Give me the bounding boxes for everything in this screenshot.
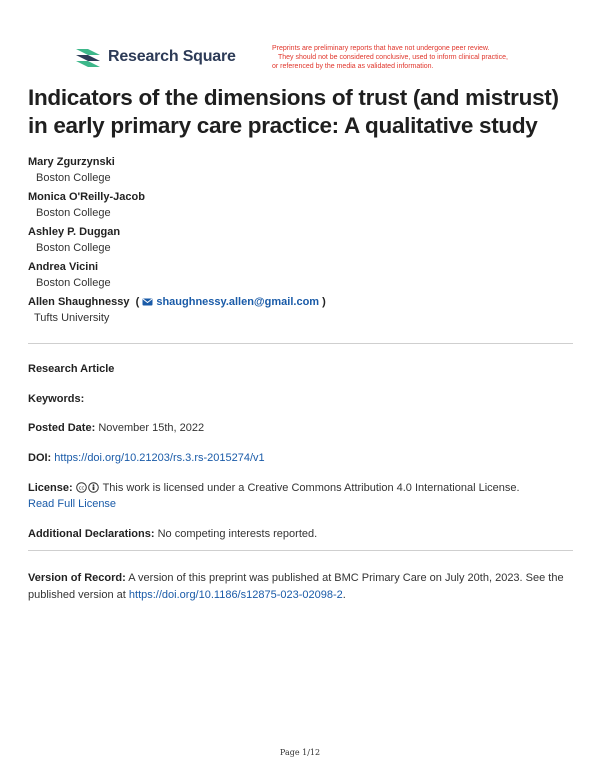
read-full-license-link[interactable]: Read Full License <box>28 498 117 510</box>
disclaimer-line: They should not be considered conclusive, used to inform clinical practice, <box>278 54 508 61</box>
vor-link[interactable]: https://doi.org/10.1186/s12875-023-02098-2 <box>128 589 343 601</box>
vor-text: A version of this preprint was published at BMC Primary Care on July 20th, 2023. See the published version at <box>28 572 564 601</box>
paren-close: ) <box>319 296 326 308</box>
version-of-record <box>28 570 573 604</box>
doi-label: DOI: <box>28 452 52 464</box>
disclaimer-line: or referenced by the media as validated information. <box>272 63 434 70</box>
research-square-logo-icon <box>74 46 102 68</box>
svg-text:cc: cc <box>78 485 84 492</box>
author-affiliation: Boston College <box>36 242 111 254</box>
cc-icon <box>76 482 87 493</box>
brand-name: Research Square <box>108 48 236 65</box>
posted-date <box>28 420 573 436</box>
doi-link[interactable]: https://doi.org/10.21203/rs.3.rs-2015274/v1 <box>54 452 265 464</box>
divider <box>28 550 573 551</box>
author-affiliation: Boston College <box>36 207 111 219</box>
title-line: Indicators of the dimensions of trust (and mistrust) <box>28 85 559 110</box>
paren-open: ( <box>132 296 143 308</box>
author-name: Mary Zgurzynski <box>28 156 115 168</box>
author-name: Allen Shaughnessy <box>28 296 130 308</box>
declarations-label: Additional Declarations: <box>28 528 155 540</box>
keywords: Keywords: <box>28 393 85 405</box>
license-text: This work is licensed under a Creative Commons Attribution 4.0 International License. <box>102 482 520 494</box>
license-label: License: <box>28 482 73 494</box>
page-title <box>28 84 578 140</box>
author-affiliation: Tufts University <box>34 312 110 324</box>
doi <box>28 450 573 466</box>
author-list <box>28 154 573 329</box>
license <box>28 480 573 512</box>
disclaimer-line: Preprints are preliminary reports that have not undergone peer review. <box>272 45 490 52</box>
envelope-icon <box>142 298 153 306</box>
preprint-disclaimer <box>272 44 572 71</box>
posted-date-value: November 15th, 2022 <box>98 422 205 434</box>
vor-end: . <box>342 589 346 601</box>
divider <box>28 343 573 344</box>
additional-declarations <box>28 526 573 542</box>
corresponding-author <box>28 294 573 310</box>
author-name: Ashley P. Duggan <box>28 226 121 238</box>
by-icon <box>88 482 99 493</box>
author-affiliation: Boston College <box>36 277 111 289</box>
author-email-link[interactable] <box>142 296 319 308</box>
research-square-logo[interactable] <box>74 46 236 68</box>
author-affiliation: Boston College <box>36 172 111 184</box>
posted-date-label: Posted Date: <box>28 422 96 434</box>
page-number: Page 1/12 <box>279 748 321 757</box>
article-type: Research Article <box>28 363 115 375</box>
title-line: in early primary care practice: A qualitative study <box>28 113 538 138</box>
author-name: Monica O'Reilly-Jacob <box>28 191 145 203</box>
declarations-value: No competing interests reported. <box>157 528 318 540</box>
author-email: shaughnessy.allen@gmail.com <box>156 296 320 308</box>
vor-label: Version of Record: <box>28 572 126 584</box>
author-name: Andrea Vicini <box>28 261 99 273</box>
